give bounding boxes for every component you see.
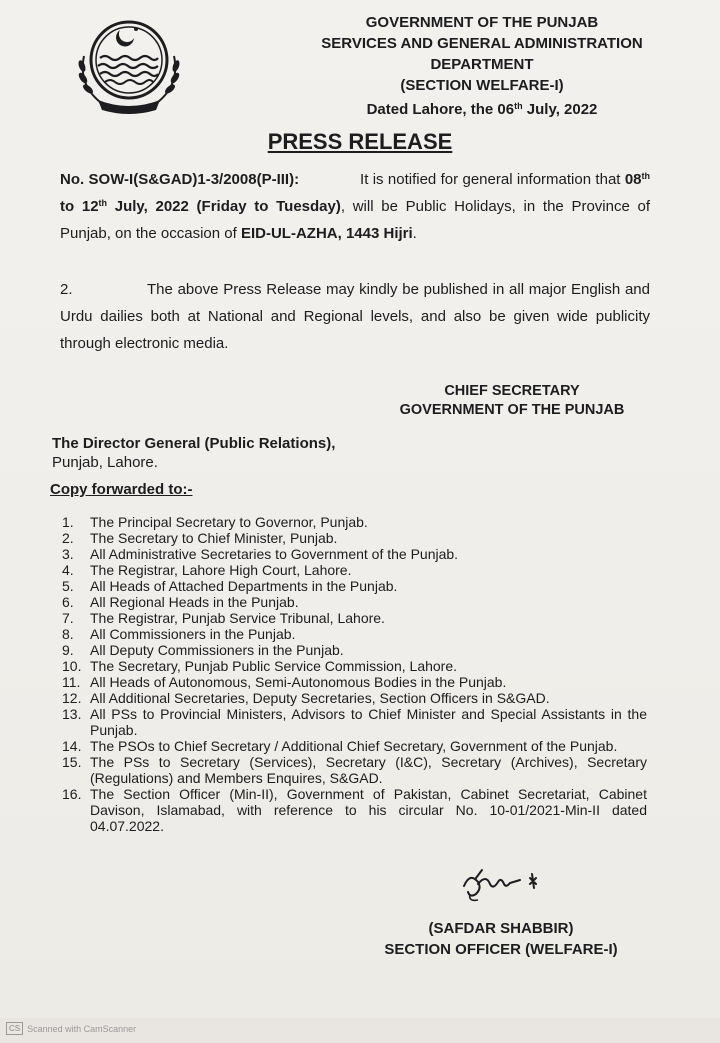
addressee bbox=[52, 434, 335, 472]
list-item: 2. The Secretary to Chief Minister, Punjab. bbox=[62, 530, 338, 546]
paragraph-1-text-a: It is notified for general information that bbox=[360, 171, 625, 188]
paragraph-2 bbox=[60, 276, 650, 357]
holiday-dates: 08th to 12th July, 2022 (Friday to Tuesday) bbox=[60, 171, 650, 215]
list-item: 1. The Principal Secretary to Governor, Punjab. bbox=[62, 514, 368, 530]
letterhead-line-1: GOVERNMENT OF THE PUNJAB bbox=[365, 14, 599, 31]
list-item: 6. All Regional Heads in the Punjab. bbox=[62, 594, 299, 610]
list-item: 3. All Administrative Secretaries to Government of the Punjab. bbox=[62, 546, 459, 562]
letterhead-line-2: SERVICES AND GENERAL ADMINISTRATION bbox=[321, 35, 643, 52]
list-item: 8. All Commissioners in the Punjab. bbox=[62, 626, 296, 642]
dated-prefix: Dated Lahore, the 06 bbox=[366, 101, 515, 118]
letterhead bbox=[296, 12, 668, 120]
list-item: 16. The Section Officer (Min-II), Government of Pakistan, Cabinet Secretariat, Cabinet Davison, Islamabad, with reference to his circular No. 10-01/2021-Min-II dated 04.07.2022. bbox=[62, 786, 647, 834]
section-officer-signature-block bbox=[370, 918, 632, 960]
paragraph-2-number: 2. bbox=[60, 281, 73, 298]
punjab-emblem-icon bbox=[70, 16, 188, 116]
signatory-2-name: (SAFDAR SHABBIR) bbox=[428, 920, 574, 937]
chief-secretary-signature-block bbox=[392, 382, 632, 420]
signatory-1-org: GOVERNMENT OF THE PUNJAB bbox=[399, 402, 625, 418]
camscanner-badge-icon: CS bbox=[6, 1022, 23, 1035]
list-item: 11. All Heads of Autonomous, Semi-Autonomous Bodies in the Punjab. bbox=[62, 674, 507, 690]
copy-forwarded-heading: Copy forwarded to:- bbox=[50, 481, 193, 498]
signature-icon bbox=[458, 864, 548, 904]
addressee-line-1: The Director General (Public Relations), bbox=[52, 435, 336, 452]
dated-line bbox=[296, 99, 668, 120]
letterhead-line-4: (SECTION WELFARE-I) bbox=[400, 77, 564, 94]
list-item: 10. The Secretary, Punjab Public Service Commission, Lahore. bbox=[62, 658, 458, 674]
page-title: PRESS RELEASE bbox=[267, 129, 453, 154]
paragraph-2-text: The above Press Release may kindly be published in all major English and Urdu dailies both at National and Regional levels, and also be given wide publicity through electronic media. bbox=[60, 281, 650, 352]
signatory-2-designation: SECTION OFFICER (WELFARE-I) bbox=[384, 941, 618, 958]
reference-number: No. SOW-I(S&GAD)1-3/2008(P-III): bbox=[60, 171, 300, 188]
list-item: 14. The PSOs to Chief Secretary / Additional Chief Secretary, Government of the Punjab. bbox=[62, 738, 618, 754]
paragraph-1: No. SOW-I(S&GAD)1-3/2008(P-III): It is notified for general information that 08th to 12th July, 2022 (Friday to Tuesday), will be Public Holidays, in the Province of Punjab, on the occasion of EID-UL-AZHA, 1443 Hijri. bbox=[60, 171, 651, 242]
paragraph-1-text-b: , will be Public Holidays, in the Province of Punjab, on the occasion of bbox=[60, 198, 651, 242]
list-item: 13. All PSs to Provincial Ministers, Advisors to Chief Minister and Special Assistants in the Punjab. bbox=[62, 706, 647, 738]
list-item: 7. The Registrar, Punjab Service Tribunal, Lahore. bbox=[62, 610, 385, 626]
list-item: 15. The PSs to Secretary (Services), Secretary (I&C), Secretary (Archives), Secretary (Regulations) and Members Enquires, S&GAD. bbox=[62, 754, 647, 786]
dated-sup: th bbox=[514, 101, 523, 111]
camscanner-footer bbox=[6, 1022, 136, 1035]
list-item: 9. All Deputy Commissioners in the Punjab. bbox=[62, 642, 344, 658]
list-item: 12. All Additional Secretaries, Deputy Secretaries, Section Officers in S&GAD. bbox=[62, 690, 550, 706]
letterhead-line-3: DEPARTMENT bbox=[430, 56, 534, 73]
dated-suffix: July, 2022 bbox=[522, 101, 598, 118]
signatory-1-title: CHIEF SECRETARY bbox=[444, 383, 580, 399]
camscanner-text: Scanned with CamScanner bbox=[27, 1023, 137, 1034]
copy-forwarded-list bbox=[62, 514, 647, 834]
list-item: 4. The Registrar, Lahore High Court, Lahore. bbox=[62, 562, 352, 578]
list-item: 5. All Heads of Attached Departments in the Punjab. bbox=[62, 578, 398, 594]
addressee-line-2: Punjab, Lahore. bbox=[52, 454, 158, 471]
occasion: EID-UL-AZHA, 1443 Hijri bbox=[240, 225, 413, 242]
